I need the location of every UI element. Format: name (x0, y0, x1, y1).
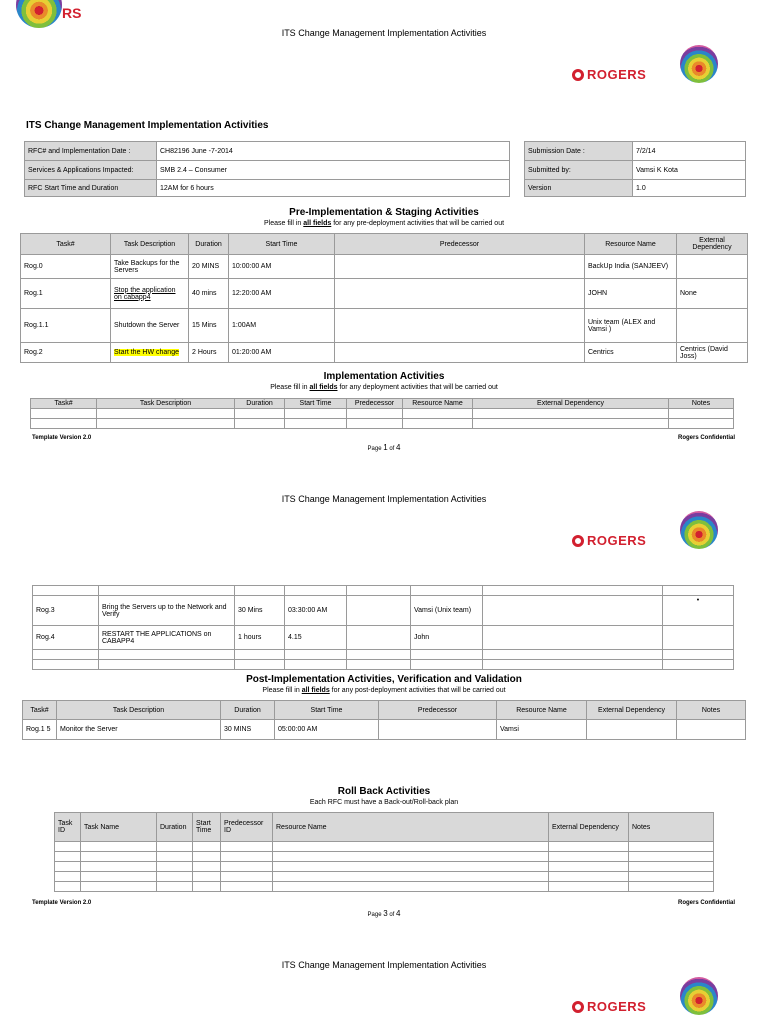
rogers-ring-icon (572, 1001, 584, 1013)
brand-ball-icon (680, 511, 718, 549)
subtitle-text: for any post-deployment activities that will be carried out (329, 687, 506, 694)
cell-desc: RESTART THE APPLICATIONS on CABAPP4 (99, 626, 235, 650)
cell-duration: 30 MINS (221, 720, 275, 740)
subtitle-emphasis: all fields (301, 687, 330, 694)
table-row (55, 872, 714, 882)
template-version-3: Template Version 2.0 (32, 900, 92, 906)
subtitle-emphasis: all fields (303, 220, 332, 227)
col-header: External Dependency (473, 399, 669, 409)
cell-task: Rog.2 (21, 343, 111, 363)
col-header: Start Time (229, 234, 335, 255)
cell-desc: Monitor the Server (57, 720, 221, 740)
col-header: External Dependency (677, 234, 748, 255)
col-header: Duration (157, 813, 193, 842)
cell-task: Rog.1.1 (21, 309, 111, 343)
page-total: 4 (396, 443, 401, 452)
page-num: 3 (383, 909, 388, 918)
col-header: Task# (31, 399, 97, 409)
col-header: Task Description (97, 399, 235, 409)
cell-pred (379, 720, 497, 740)
cell-resource: Vamsi (497, 720, 587, 740)
cell-notes (663, 626, 734, 650)
post-impl-subtitle (0, 687, 768, 694)
table-row (33, 626, 734, 650)
page-header-4: ITS Change Management Implementation Activities (281, 960, 487, 970)
cell-resource: JOHN (585, 279, 677, 309)
page-num: 1 (383, 443, 388, 452)
confidential-3: Rogers Confidential (678, 900, 736, 906)
cell-start: 05:00:00 AM (275, 720, 379, 740)
page-text: Page (367, 446, 384, 452)
partial-brand-text: RS (62, 5, 82, 21)
subtitle-emphasis: all fields (309, 384, 338, 391)
table-row (33, 650, 734, 660)
cell-start: 4.15 (285, 626, 347, 650)
col-header: Predecessor (335, 234, 585, 255)
cell-task: Rog.1 5 (23, 720, 57, 740)
table-row (55, 882, 714, 892)
rollback-title: Roll Back Activities (337, 786, 431, 797)
impl-table-continued (32, 585, 734, 670)
info-value: Vamsi K Kota (633, 161, 746, 180)
subtitle-text: Please fill in (263, 220, 304, 227)
col-header: Resource Name (273, 813, 549, 842)
cell-pred (335, 255, 585, 279)
page-number-3 (0, 909, 768, 918)
table-row (21, 279, 748, 309)
col-header: Duration (235, 399, 285, 409)
col-header: Predecessor ID (221, 813, 273, 842)
info-label: Submission Date : (525, 142, 633, 161)
cell-resource: BackUp India (SANJEEV) (585, 255, 677, 279)
rogers-logo-4 (572, 999, 646, 1014)
info-value: 12AM for 6 hours (157, 180, 510, 197)
col-header: Resource Name (585, 234, 677, 255)
impl-title: Implementation Activities (323, 371, 445, 382)
cell-ext (483, 626, 663, 650)
rogers-logo-2 (572, 533, 646, 548)
table-row (21, 255, 748, 279)
col-header: Task Description (111, 234, 189, 255)
page-header-1: ITS Change Management Implementation Activities (281, 28, 487, 38)
post-impl-table (22, 700, 746, 740)
cell-start: 1:00AM (229, 309, 335, 343)
table-row (55, 862, 714, 872)
cell-task: Rog.0 (21, 255, 111, 279)
table-row (55, 842, 714, 852)
table-row (33, 586, 734, 596)
info-label: Submitted by: (525, 161, 633, 180)
cell-ext (483, 596, 663, 626)
cell-duration: 2 Hours (189, 343, 229, 363)
cell-ext (587, 720, 677, 740)
brand-ball-icon (16, 0, 62, 28)
cell-notes (677, 720, 746, 740)
cell-resource: Centrics (585, 343, 677, 363)
page-header-2: ITS Change Management Implementation Activities (281, 494, 487, 504)
rogers-logo-1 (572, 67, 646, 82)
col-header: External Dependency (587, 701, 677, 720)
rogers-ring-icon (572, 535, 584, 547)
table-row (21, 309, 748, 343)
pre-impl-subtitle (0, 220, 768, 227)
col-header: Duration (221, 701, 275, 720)
cell-desc: Stop the application on cabapp4 (111, 279, 189, 309)
cell-desc: Bring the Servers up to the Network and Verify (99, 596, 235, 626)
page-total: 4 (396, 909, 401, 918)
table-row (31, 409, 734, 419)
cell-duration: 30 Mins (235, 596, 285, 626)
cell-notes: • (663, 596, 734, 626)
cell-pred (335, 279, 585, 309)
rollback-subtitle: Each RFC must have a Back-out/Roll-back plan (309, 799, 459, 806)
subtitle-text: for any pre-deployment activities that will be carried out (331, 220, 505, 227)
rogers-wordmark: ROGERS (587, 533, 647, 548)
pre-impl-table (20, 233, 748, 363)
rogers-wordmark: ROGERS (587, 999, 647, 1014)
document-title: ITS Change Management Implementation Activities (26, 120, 269, 131)
impl-subtitle (0, 384, 768, 391)
post-impl-title: Post-Implementation Activities, Verification and Validation (246, 674, 522, 685)
brand-ball-icon (680, 977, 718, 1015)
page-text: Page (367, 912, 384, 918)
cell-task: Rog.3 (33, 596, 99, 626)
col-header: External Dependency (549, 813, 629, 842)
impl-table (30, 398, 734, 429)
cell-ext (677, 309, 748, 343)
col-header: Resource Name (403, 399, 473, 409)
col-header: Start Time (275, 701, 379, 720)
cell-start: 12:20:00 AM (229, 279, 335, 309)
subtitle-text: Please fill in (270, 384, 310, 391)
cell-desc (111, 343, 189, 363)
subtitle-text: for any deployment activities that will be carried out (337, 384, 498, 391)
info-value: 7/2/14 (633, 142, 746, 161)
cell-ext: Centrics (David Joss) (677, 343, 748, 363)
col-header: Resource Name (497, 701, 587, 720)
info-label: RFC Start Time and Duration (25, 180, 157, 197)
cell-pred (335, 343, 585, 363)
table-row (21, 343, 748, 363)
rogers-ring-icon (572, 69, 584, 81)
col-header: Task Description (57, 701, 221, 720)
pre-impl-title: Pre-Implementation & Staging Activities (289, 207, 479, 218)
col-header: Task# (21, 234, 111, 255)
page-text: of (387, 446, 397, 452)
page-number-1 (0, 443, 768, 452)
col-header: Notes (669, 399, 734, 409)
cell-desc: Take Backups for the Servers (111, 255, 189, 279)
info-value: CH82196 June -7-2014 (157, 142, 510, 161)
col-header: Start Time (193, 813, 221, 842)
table-row (33, 596, 734, 626)
confidential-1: Rogers Confidential (678, 435, 736, 441)
table-row (31, 419, 734, 429)
col-header: Task Name (81, 813, 157, 842)
rogers-wordmark: ROGERS (587, 67, 647, 82)
info-table-right (524, 141, 746, 197)
table-row (55, 852, 714, 862)
cell-resource: John (411, 626, 483, 650)
info-table-left (24, 141, 510, 197)
info-label: RFC# and Implementation Date : (25, 142, 157, 161)
cell-duration: 20 MINS (189, 255, 229, 279)
cell-duration: 15 Mins (189, 309, 229, 343)
cell-resource: Vamsi (Unix team) (411, 596, 483, 626)
cell-desc: Shutdown the Server (111, 309, 189, 343)
template-version-1: Template Version 2.0 (32, 435, 92, 441)
info-value: SMB 2.4 – Consumer (157, 161, 510, 180)
page-text: of (387, 912, 397, 918)
table-row (23, 720, 746, 740)
cell-start: 03:30:00 AM (285, 596, 347, 626)
col-header: Duration (189, 234, 229, 255)
cell-resource: Unix team (ALEX and Vamsi ) (585, 309, 677, 343)
cell-start: 10:00:00 AM (229, 255, 335, 279)
cell-ext: None (677, 279, 748, 309)
cell-task: Rog.4 (33, 626, 99, 650)
col-header: Task ID (55, 813, 81, 842)
rollback-table (54, 812, 714, 892)
cell-ext (677, 255, 748, 279)
info-label: Version (525, 180, 633, 197)
cell-duration: 1 hours (235, 626, 285, 650)
cell-duration: 40 mins (189, 279, 229, 309)
col-header: Notes (677, 701, 746, 720)
subtitle-text: Please fill in (262, 687, 302, 694)
cell-start: 01:20:00 AM (229, 343, 335, 363)
cell-pred (335, 309, 585, 343)
info-value: 1.0 (633, 180, 746, 197)
col-header: Start Time (285, 399, 347, 409)
brand-ball-icon (680, 45, 718, 83)
highlighted-desc: Start the HW change (114, 349, 179, 356)
table-row (33, 660, 734, 670)
cell-task: Rog.1 (21, 279, 111, 309)
col-header: Task# (23, 701, 57, 720)
col-header: Predecessor (379, 701, 497, 720)
info-label: Services & Applications Impacted: (25, 161, 157, 180)
col-header: Notes (629, 813, 714, 842)
cell-pred (347, 626, 411, 650)
col-header: Predecessor (347, 399, 403, 409)
cell-pred (347, 596, 411, 626)
